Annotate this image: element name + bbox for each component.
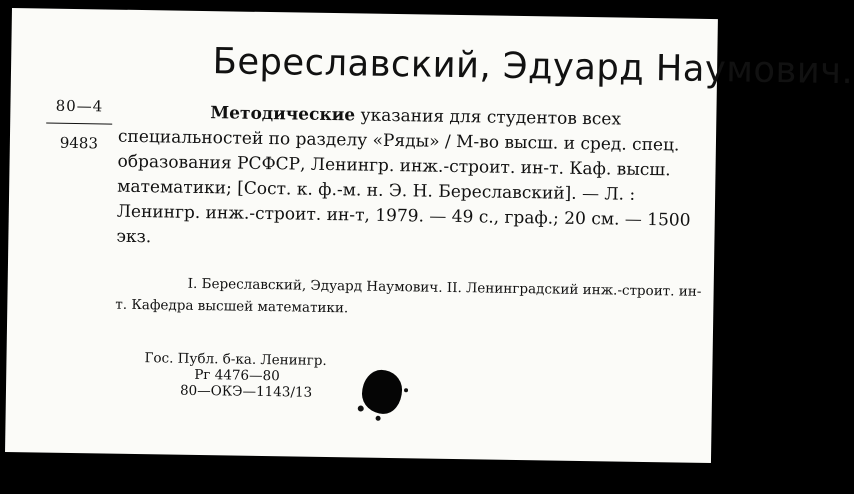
library-stamp-text — [144, 350, 327, 401]
ink-speck — [376, 416, 381, 421]
description-lead: Методические — [210, 103, 356, 126]
shelf-mark — [40, 96, 119, 152]
shelf-mark-top: 80—4 — [55, 96, 104, 116]
bibliographic-description — [116, 100, 704, 259]
library-line-2: Рг 4476—80 — [194, 366, 280, 385]
ink-blot — [362, 370, 403, 415]
description-body: указания для студентов всех специальностей по разделу «Ряды» / М-во высш. и сред. спец. образования РСФСР, Ленингр. инж.-строит. ин-т. Каф. высш. математики; [Сост. к. ф.-м. н. Э. Н. Береславский]. — Л. : Ленингр. инж.-строит. ин-т, 1979. — 49 с., граф.; 20 см. — 1500 экз. — [116, 105, 691, 248]
shelf-mark-bottom: 9483 — [59, 133, 99, 153]
shelf-mark-divider — [46, 123, 112, 125]
ink-speck — [404, 388, 408, 392]
tracings-text: I. Береславский, Эдуард Наумович. II. Ленинградский инж.-строит. ин-т. Кафедра высшей математики. — [115, 275, 702, 317]
handwritten-heading: Береславский, Эдуард Наумович. — [212, 41, 854, 93]
catalog-card — [5, 8, 854, 463]
library-line-1: Гос. Публ. б-ка. Ленингр. — [144, 350, 327, 369]
tracings — [115, 272, 702, 325]
library-line-3: 80—ОКЭ—1143/13 — [179, 382, 313, 401]
ink-speck — [358, 405, 364, 411]
